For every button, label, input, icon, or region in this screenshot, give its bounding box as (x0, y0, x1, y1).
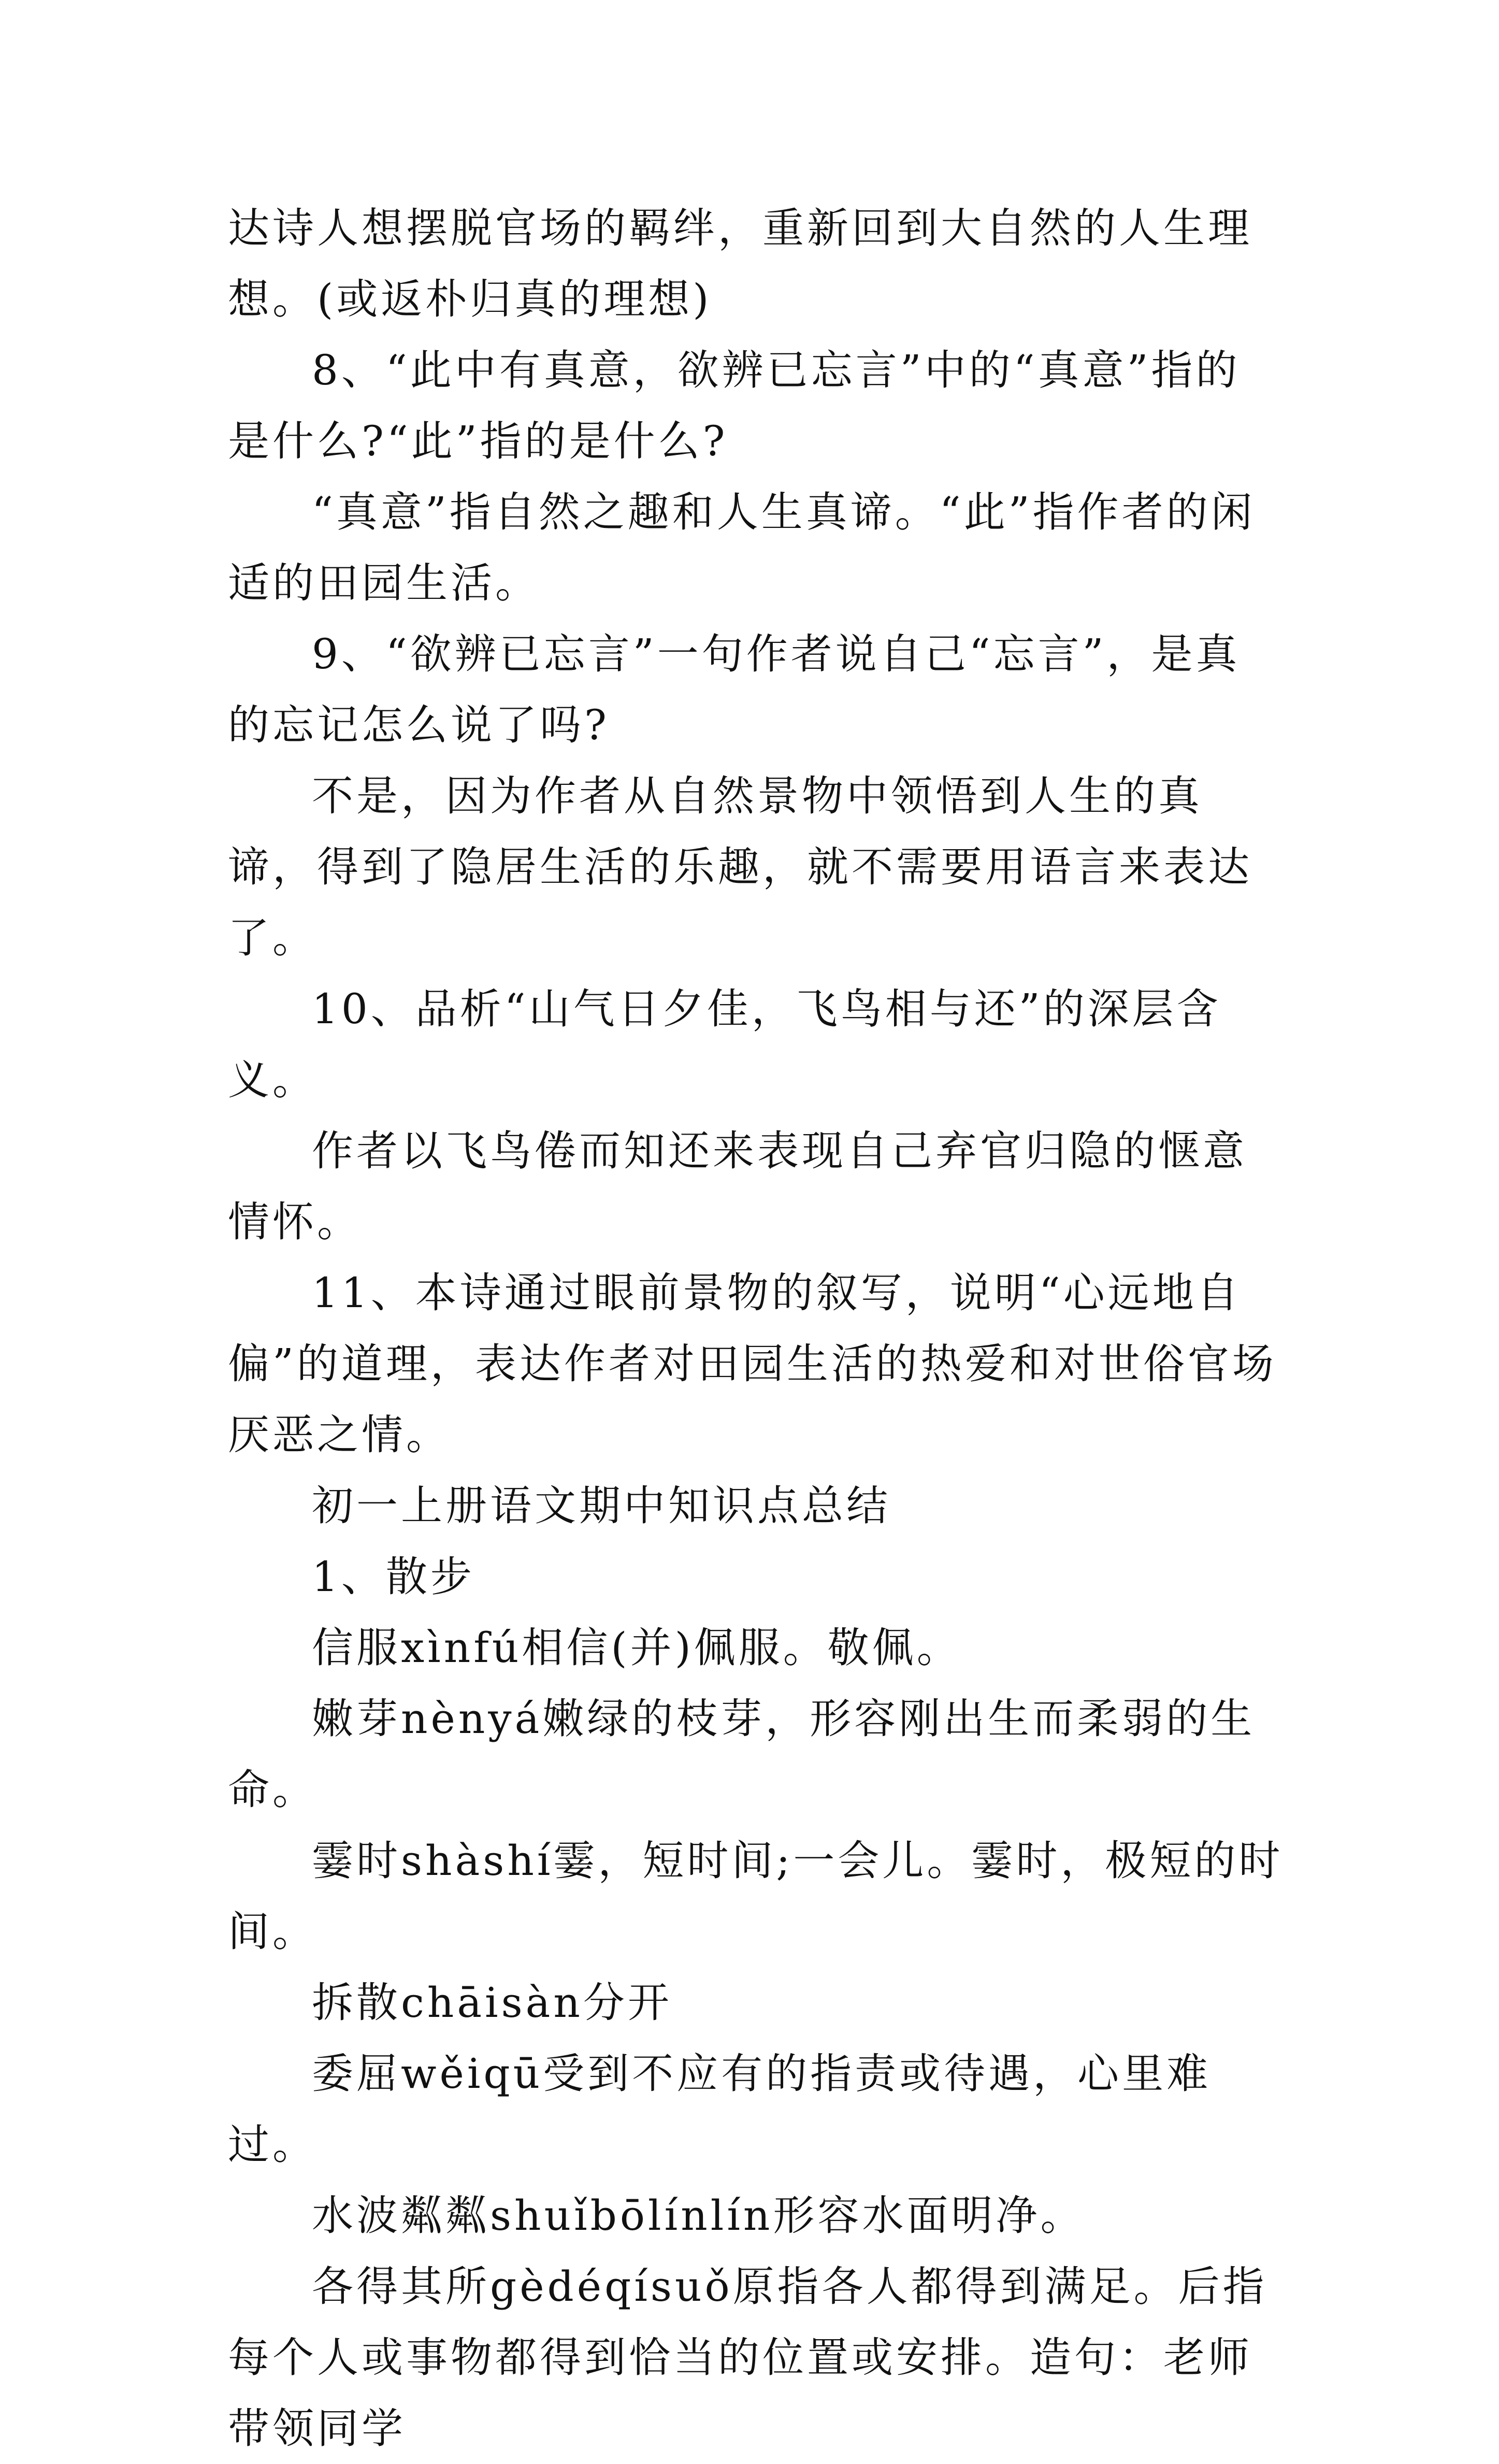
lesson-title: 1、散步 (312, 1553, 475, 1601)
paragraph: 不是，因为作者从自然景物中领悟到人生的真谛，得到了隐居生活的乐趣，就不需要用语言来表达了。 (228, 772, 1252, 962)
paragraph: 10、品析“山气日夕佳，飞鸟相与还”的深层含义。 (228, 985, 1221, 1104)
vocab-entry: 霎时shàshí霎，短时间;一会儿。霎时，极短的时间。 (228, 1837, 1284, 1956)
vocab-entry: 委屈wěiqū受到不应有的指责或待遇，心里难过。 (228, 2050, 1212, 2169)
vocab-entry: 水波粼粼shuǐbōlínlín形容水面明净。 (312, 2191, 1085, 2240)
paragraph: 9、“欲辨已忘言”一句作者说自己“忘言”，是真的忘记怎么说了吗? (228, 630, 1241, 749)
document-body (228, 193, 1285, 2464)
vocab-entry: 信服xìnfú相信(并)佩服。敬佩。 (312, 1624, 961, 1672)
vocab-entry: 拆散chāisàn分开 (312, 1979, 672, 2027)
vocab-entry: 各得其所gèdéqísuǒ原指各人都得到满足。后指每个人或事物都得到恰当的位置或安排。造句：老师带领同学 (228, 2262, 1267, 2453)
paragraph: 8、“此中有真意，欲辨已忘言”中的“真意”指的是什么?“此”指的是什么? (228, 346, 1241, 465)
paragraph: 11、本诗通过眼前景物的叙写，说明“心远地自偏”的道理，表达作者对田园生活的热爱和对世俗官场厌恶之情。 (228, 1269, 1277, 1459)
vocab-entry: 嫩芽nènyá嫩绿的枝芽，形容刚出生而柔弱的生命。 (228, 1695, 1256, 1814)
paragraph: 作者以飞鸟倦而知还来表现自己弃官归隐的惬意情怀。 (228, 1127, 1247, 1246)
section-heading: 初一上册语文期中知识点总结 (312, 1482, 891, 1530)
paragraph: “真意”指自然之趣和人生真谛。“此”指作者的闲适的田园生活。 (228, 488, 1256, 607)
paragraph: 达诗人想摆脱官场的羁绊，重新回到大自然的人生理想。(或返朴归真的理想) (228, 204, 1252, 323)
